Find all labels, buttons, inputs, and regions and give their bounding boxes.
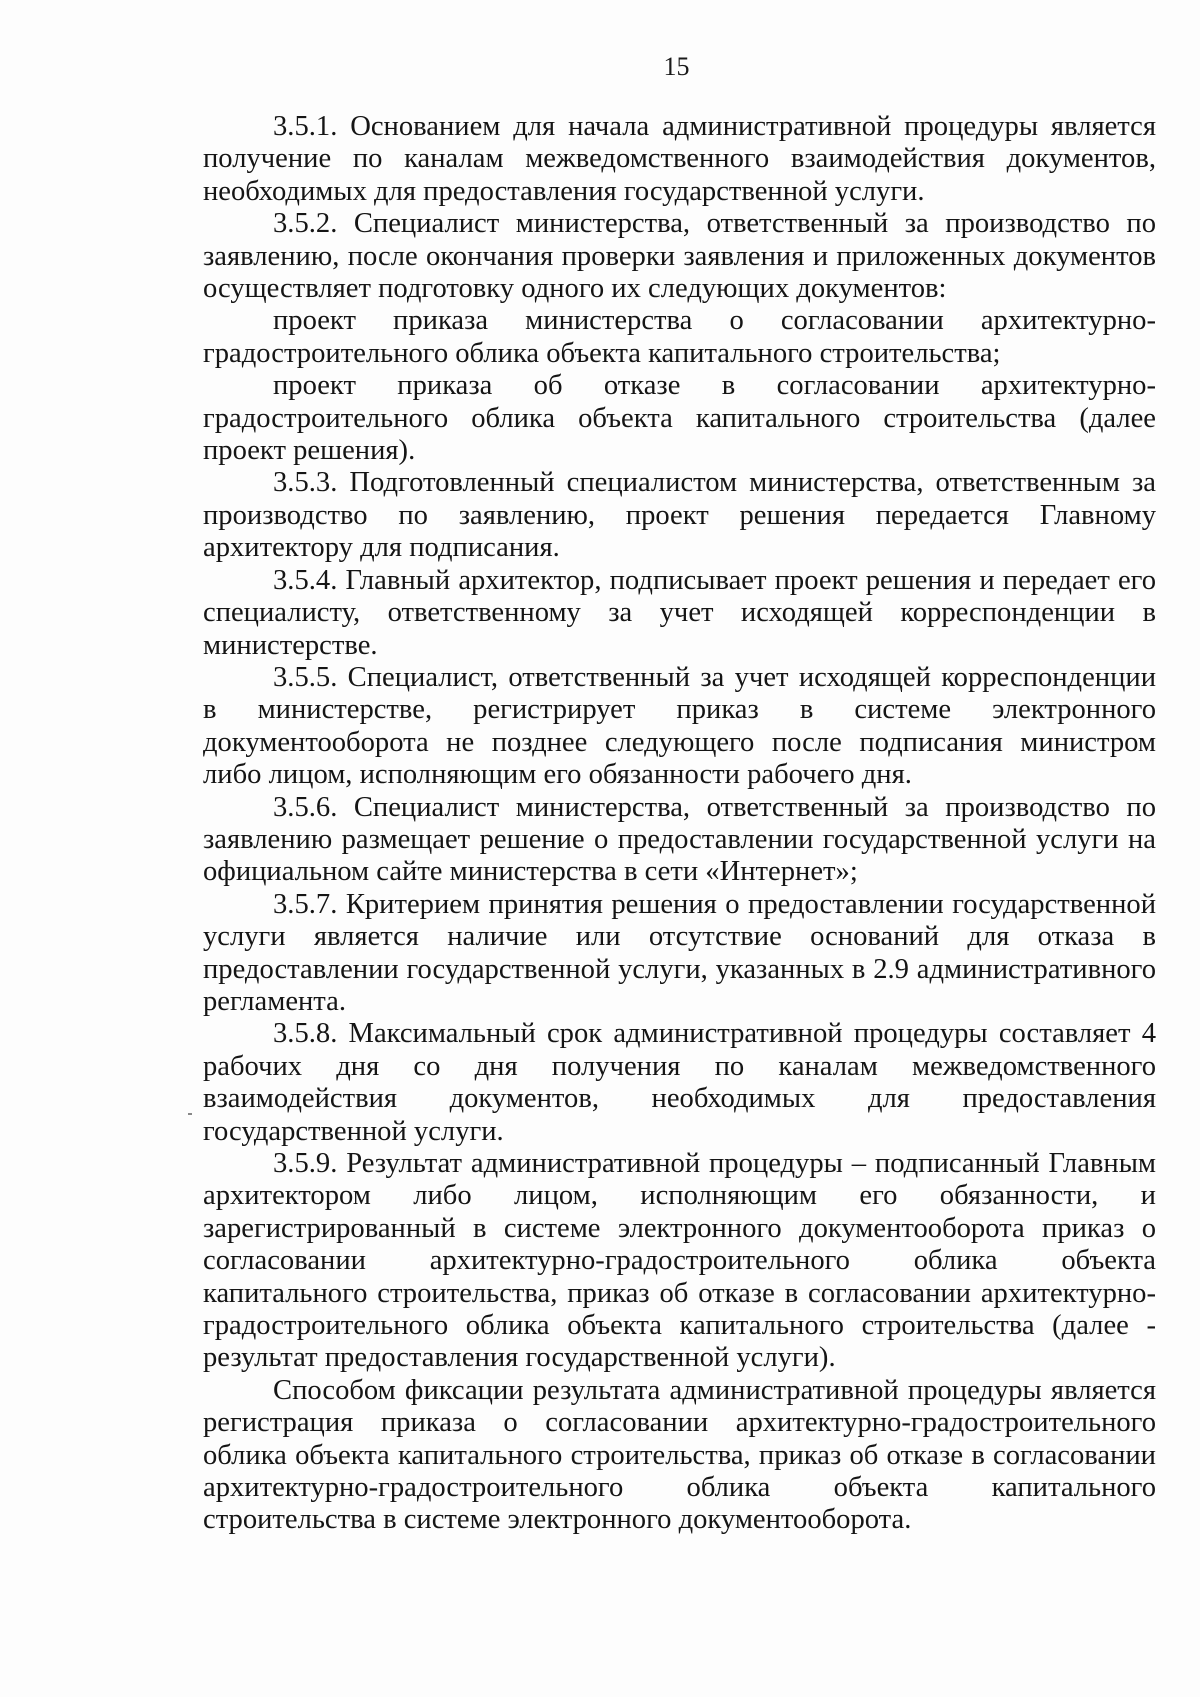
scan-mark: [188, 1113, 192, 1115]
paragraph-3-5-9: 3.5.9. Результат административной процедуры – подписанный Главным архитектором либо лицом, исполняющим его обязанности, и зарегистрированный в системе электронного документооборота приказ о согласовании архитектурно-градостроительного облика объекта капитального строительства, приказ об отказе в согласовании архитектурно-градостроительного облика объекта капитального строительства (далее - результат предоставления государственной услуги).: [203, 1148, 1156, 1374]
paragraph-fixation-method: Способом фиксации результата административной процедуры является регистрация приказа о согласовании архитектурно-градостроительного облика объекта капитального строительства, приказ об отказе в согласовании архитектурно-градостроительного облика объекта капитального строительства в системе электронного документооборота.: [203, 1374, 1156, 1536]
page-number: 15: [663, 52, 690, 81]
paragraph-3-5-7: 3.5.7. Критерием принятия решения о предоставлении государственной услуги является наличие или отсутствие оснований для отказа в предоставлении государственной услуги, указанных в 2.9 административного регламента.: [203, 888, 1156, 1017]
paragraph-3-5-8: 3.5.8. Максимальный срок административной процедуры составляет 4 рабочих дня со дня получения по каналам межведомственного взаимодействия документов, необходимых для предоставления государственной услуги.: [203, 1018, 1156, 1147]
document-body: [203, 111, 1156, 1537]
paragraph-3-5-2-item-1: проект приказа министерства о согласовании архитектурно-градостроительного облика объекта капитального строительства;: [203, 305, 1156, 369]
paragraph-3-5-3: 3.5.3. Подготовленный специалистом министерства, ответственным за производство по заявлению, проект решения передается Главному архитектору для подписания.: [203, 467, 1156, 564]
paragraph-3-5-2: 3.5.2. Специалист министерства, ответственный за производство по заявлению, после окончания проверки заявления и приложенных документов осуществляет подготовку одного их следующих документов:: [203, 208, 1156, 305]
paragraph-3-5-4: 3.5.4. Главный архитектор, подписывает проект решения и передает его специалисту, ответственному за учет исходящей корреспонденции в министерстве.: [203, 564, 1156, 661]
paragraph-3-5-6: 3.5.6. Специалист министерства, ответственный за производство по заявлению размещает решение о предоставлении государственной услуги на официальном сайте министерства в сети «Интернет»;: [203, 791, 1156, 888]
paragraph-3-5-2-item-2: проект приказа об отказе в согласовании архитектурно-градостроительного облика объекта капитального строительства (далее проект решения).: [203, 370, 1156, 467]
paragraph-3-5-5: 3.5.5. Специалист, ответственный за учет исходящей корреспонденции в министерстве, регистрирует приказ в системе электронного документооборота не позднее следующего после подписания министром либо лицом, исполняющим его обязанности рабочего дня.: [203, 661, 1156, 791]
paragraph-3-5-1: 3.5.1. Основанием для начала административной процедуры является получение по каналам межведомственного взаимодействия документов, необходимых для предоставления государственной услуги.: [203, 111, 1156, 207]
